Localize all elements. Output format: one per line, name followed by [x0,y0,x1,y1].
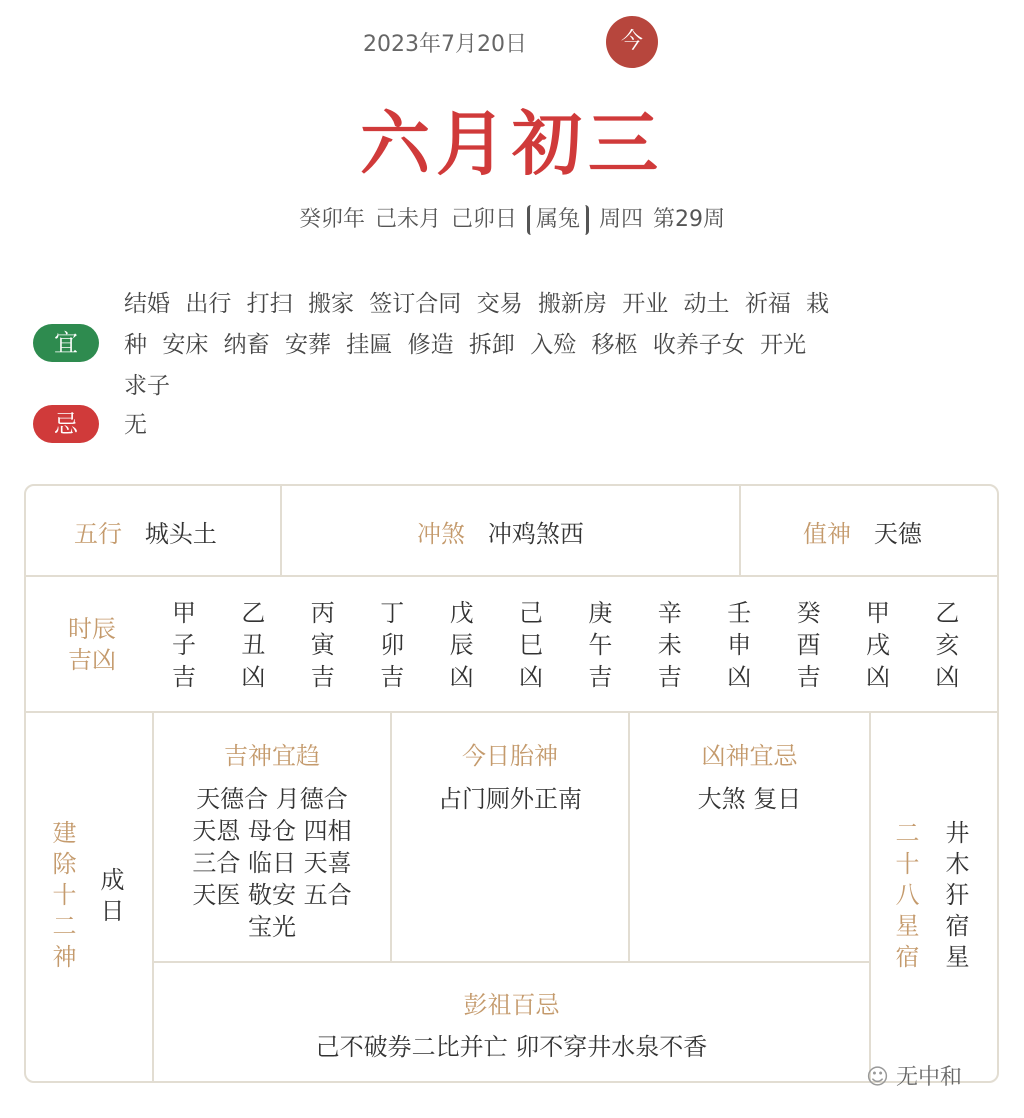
yi-item: 动土 [683,291,730,317]
shichen-l: 吉 [588,663,613,691]
yi-item: 搬家 [307,291,354,317]
yi-item: 结婚 [124,291,170,317]
col-divider [280,486,282,575]
chongsha-value: 冲鸡煞西 [487,520,584,548]
day-ganzhi: 己卯日 [450,207,517,232]
chongsha-cell [417,514,584,549]
shichen-l: 吉 [657,663,682,691]
shichen-z: 申 [727,631,752,659]
shichen-l: 凶 [935,663,960,691]
shichen-g: 丙 [310,599,335,627]
shichen-z: 戌 [866,631,890,659]
week-number: 第29周 [653,207,726,232]
shichen-z: 丑 [241,631,266,659]
shichen-g: 甲 [866,599,890,627]
yi-item: 栽种 [124,291,830,358]
shichen-hour [442,597,482,693]
shichen-l: 凶 [866,663,890,691]
yi-item: 安葬 [284,332,331,358]
shichen-hour [927,597,967,693]
yi-item: 修造 [407,332,454,358]
wuxing-label: 五行 [74,520,122,548]
col-divider [869,713,871,1082]
yi-item: 开光 [760,332,807,358]
shichen-l: 凶 [519,663,543,691]
jianchu-label: 建除十二神 [48,820,76,975]
shichen-hour [580,597,620,693]
chongsha-label: 冲煞 [417,520,465,548]
jishen-line: 天医 敬安 五合 [192,881,352,909]
shichen-hour [303,597,343,693]
jishen-label: 吉神宜趋 [224,742,320,770]
wuxing-cell [74,514,217,549]
jishen-line: 天恩 母仓 四相 [192,817,352,845]
row-divider [25,575,998,577]
row-divider [25,711,998,713]
yi-item: 安床 [162,332,209,358]
shichen-l: 吉 [380,663,405,691]
jishen-line: 宝光 [248,913,296,941]
jishen-line: 天德合 月德合 [196,785,348,813]
yi-item: 祈福 [744,291,791,317]
year-ganzhi: 癸卯年 [298,207,365,232]
yi-item: 纳畜 [223,332,270,358]
weekday: 周四 [599,207,644,232]
yi-item: 搬新房 [537,291,607,317]
shichen-l: 吉 [796,663,821,691]
jishen-list [154,783,390,943]
xiongshen-label: 凶神宜忌 [701,742,798,770]
yi-item: 收养子女 [652,332,745,358]
shichen-g: 丁 [380,599,405,627]
shichen-z: 辰 [449,631,474,659]
shichen-g: 辛 [657,599,682,627]
shichen-l: 吉 [310,663,335,691]
shichen-g: 癸 [796,599,821,627]
shichen-z: 未 [657,631,682,659]
jianchu-value: 成日 [96,867,124,929]
shichen-g: 甲 [172,599,196,627]
pengzu-value: 己不破券二比并亡 卯不穿井水泉不香 [315,1033,708,1061]
taishen-label: 今日胎神 [462,742,558,770]
yi-list [124,284,834,407]
yi-item: 交易 [476,291,523,317]
ji-badge: 忌 [33,405,99,443]
shichen-l: 凶 [727,663,752,691]
col-divider [739,486,741,575]
shichen-z: 亥 [935,631,960,659]
ganzhi-line [0,202,1024,235]
shichen-hour [719,597,759,693]
shichen-g: 乙 [241,599,266,627]
shichen-l: 凶 [241,663,266,691]
shichen-label-2: 吉凶 [68,646,116,674]
zhishen-value: 天德 [873,520,922,548]
ji-list: 无 [124,412,147,438]
shichen-g: 庚 [588,599,613,627]
shichen-z: 午 [588,631,613,659]
today-button[interactable]: 今 [606,16,658,68]
wechat-icon: ☺ [866,1065,889,1090]
yi-item: 签订合同 [369,291,462,317]
watermark [866,1060,962,1091]
taishen-value: 占门厕外正南 [438,785,582,813]
jishen-line: 三合 临日 天喜 [192,849,352,877]
pengzu-label: 彭祖百忌 [463,991,560,1019]
shichen-hour [511,597,551,693]
wuxing-value: 城头土 [144,520,217,548]
yi-item: 移柩 [591,332,638,358]
shichen-hour [858,597,898,693]
yi-item: 入殓 [530,332,577,358]
yi-item: 打扫 [246,291,293,317]
shichen-z: 酉 [796,631,821,659]
yi-item: 开业 [622,291,669,317]
row-divider [154,961,869,963]
xiu-value: 井木犴宿星 [941,820,969,975]
shichen-hour [650,597,690,693]
yi-item: 拆卸 [468,332,515,358]
shichen-label-1: 时辰 [68,615,116,643]
shichen-g: 己 [519,599,543,627]
shichen-z: 巳 [519,631,543,659]
shichen-g: 乙 [935,599,960,627]
zhishen-label: 值神 [803,520,851,548]
watermark-text: 无中和 [895,1065,962,1090]
shichen-hour [233,597,273,693]
yi-item: 求子 [124,373,170,399]
yi-item: 挂匾 [346,332,393,358]
shichen-l: 吉 [172,663,196,691]
lunar-date: 六月初三 [360,102,664,185]
shichen-label [68,614,116,676]
zhishen-cell [803,514,922,549]
shichen-z: 子 [172,631,196,659]
yi-item: 出行 [185,291,232,317]
shichen-hour [372,597,412,693]
gregorian-date: 2023年7月20日 [363,32,527,57]
yi-badge: 宜 [33,324,99,362]
xiongshen-value: 大煞 复日 [697,785,802,813]
shichen-z: 卯 [380,631,405,659]
zodiac: 属兔 [527,205,589,235]
xiu-label: 二十八星宿 [891,820,919,975]
shichen-g: 壬 [727,599,752,627]
shichen-hour [789,597,829,693]
shichen-z: 寅 [310,631,335,659]
shichen-g: 戊 [449,599,474,627]
month-ganzhi: 己未月 [374,207,441,232]
shichen-hour [164,597,204,693]
shichen-l: 凶 [449,663,474,691]
